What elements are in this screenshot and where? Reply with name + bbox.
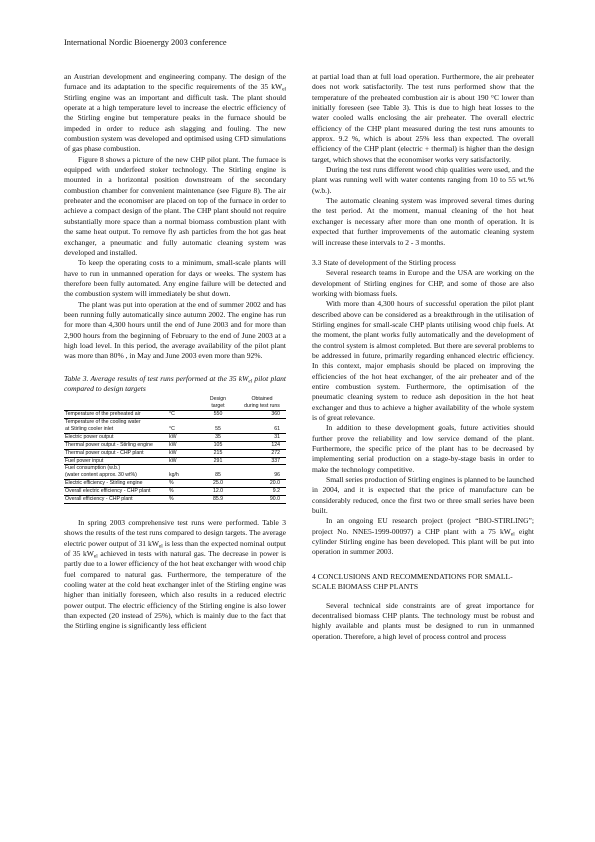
section-heading-4: 4 CONCLUSIONS AND RECOMMENDATIONS FOR SMALL-SCALE BIOMASS CHP PLANTS	[312, 571, 513, 592]
row-design-target: 105	[198, 441, 238, 449]
row-unit	[168, 465, 198, 472]
table-row	[64, 496, 286, 504]
row-label: Fuel consumption (w.b.)	[65, 465, 121, 472]
row-unit: °C	[168, 411, 198, 419]
row-obtained-value: 124	[238, 441, 286, 449]
row-unit: %	[168, 488, 198, 496]
row-unit: %	[168, 480, 198, 488]
row-obtained-value: 90.0	[238, 496, 286, 504]
left-column	[64, 72, 286, 632]
row-label: Thermal power output - Stirling engine	[64, 441, 168, 449]
row-obtained-value: 272	[238, 449, 286, 457]
row-obtained-value: 96	[238, 472, 286, 479]
right-paragraph-5: With more than 4,300 hours of successful operation the pilot plant described above can be considered as a breakthrough in the utilisation of Stirling engines for small-scale CHP plants utilising wood chip fuels. At the moment, the plant works fully automatically and the development of the control system is almost completed. But there are several problems to be addressed in future, primarily regarding enhanced electric efficiency. In this context, major emphasis should be placed on improving the efficiencies of the hot heat exchanger, of the air preheater and of the entire combustion system. Furthermore, the optimisation of the pneumatic cleaning system to reduce ash deposition in the hot heat exchanger and thus to achieve a higher availability of the whole system is of great relevance.	[312, 299, 534, 422]
row-label: (water content approx. 30 wt%)	[64, 472, 168, 479]
header-design: Design	[209, 396, 227, 403]
row-unit: %	[168, 496, 198, 504]
left-paragraph-3: To keep the operating costs to a minimum, small-scale plants will have to run in unmanned operation for days or weeks. The system has therefore been fully automated. Any engine failure will be detected and the combustion system will immediately be shut down.	[64, 258, 286, 299]
right-paragraph-6: In addition to these development goals, future activities should further prove the reliability and low service demand of the plant. Furthermore, the specific price of the plant has to be decreased by implementing serial production on a stage-by-stage basis in order to make the technology competitive.	[312, 423, 534, 474]
row-unit: °C	[168, 426, 198, 433]
row-obtained-value: 61	[238, 426, 286, 433]
row-label: Overall efficiency - CHP plant	[64, 496, 168, 504]
row-design-target	[198, 465, 238, 472]
row-obtained-value: 20.0	[238, 480, 286, 488]
right-paragraph-8: In an ongoing EU research project (project “BIO-STIRLING”; project No. NNE5-1999-00097) a CHP plant with a 75 $kW_{el}$ eight cylinder Stirling engine has been developed. This plant will be put into operation in summer 2003.	[312, 516, 534, 557]
right-paragraph-7: Small series production of Stirling engines is planned to be launched in 2004, and it is expected that the price of manufacture can be considerably reduced, once the first two or three small series have been built.	[312, 475, 534, 516]
left-paragraph-2: Figure 8 shows a picture of the new CHP pilot plant. The furnace is equipped with underfeed stoker technology. The Stirling engine is mounted in a horizontal position downstream of the secondary combustion chamber for convenient maintenance (see Figure 8). The air preheater and the economiser are placed on top of the furnace in order to achieve a compact design of the plant. The CHP plant should not require substantially more space than a normal biomass combustion plant with the same heat output. To remove fly ash particles from the hot gas heat exchanger, a pneumatic and fully automatic cleaning system was developed and installed.	[64, 154, 286, 257]
row-obtained-value: 9.2	[238, 488, 286, 496]
row-design-target: 550	[198, 411, 238, 419]
row-unit: kW	[168, 449, 198, 457]
row-obtained-value: 31	[238, 433, 286, 441]
row-design-target: 291	[198, 457, 238, 465]
row-design-target: 85	[198, 472, 238, 479]
running-header: International Nordic Bioenergy 2003 conference	[64, 38, 227, 47]
header-obtained-2: during test runs	[238, 403, 286, 410]
row-design-target: 215	[198, 449, 238, 457]
header-obtained: Obtained	[251, 396, 273, 403]
header-design-2: target	[198, 403, 238, 410]
table-row	[64, 488, 286, 496]
row-label: Temperature of the cooling water	[65, 419, 141, 426]
table-row	[64, 480, 286, 488]
row-label: Overall electric efficiency - CHP plant	[64, 488, 168, 496]
row-unit	[168, 419, 198, 426]
row-label: Fuel power input	[64, 457, 168, 465]
table-row	[64, 472, 286, 479]
right-column	[312, 72, 534, 642]
right-paragraph-3: The automatic cleaning system was improved several times during the test period. At the moment, manual cleaning of the hot heat exchanger is necessary after more than one month of operation. It is expected that further improvements of the automatic cleaning system will increase these intervals to 2 - 3 months.	[312, 196, 534, 247]
right-paragraph-9: Several technical side constraints are of great importance for decentralised biomass CHP plants. The technology must be robust and highly available and plants must be designed to run in unmanned operation. Therefore, a high level of process control and process	[312, 600, 534, 641]
row-obtained-value: 360	[238, 411, 286, 419]
row-design-target: 55	[198, 426, 238, 433]
table-row	[64, 433, 286, 441]
right-paragraph-1: at partial load than at full load operation. Furthermore, the air preheater does not work satisfactorily. The test runs performed show that the temperature of the preheated combustion air is about 190 °C lower than initially foreseen (see Table 3). This is due to high heat losses to the water cooled walls enclosing the air preheater. The overall electric efficiency of the CHP plant measured during the test runs amounts to approx. 9.2 %, which is about 25% less than expected. The overall efficiency of the CHP plant (electric + thermal) is higher than the design target, which shows that the economiser works very satisfactorily.	[312, 72, 534, 164]
table-row	[64, 449, 286, 457]
left-paragraph-4: The plant was put into operation at the end of summer 2002 and has been running fully automatically since autumn 2002. The engine has run for more than 4,300 hours until the end of June 2003 and for more than 2,900 hours from the beginning of February to the end of June 2003 at a high load level. In this period, the average availability of the pilot plant was more than 80% , in May and June 2003 even more than 92%.	[64, 299, 286, 361]
row-obtained-value	[238, 419, 286, 426]
table-row	[64, 419, 286, 426]
row-label: Thermal power output - CHP plant	[64, 449, 168, 457]
left-paragraph-5: In spring 2003 comprehensive test runs were performed. Table 3 shows the results of the test runs compared to design targets. The average electric power output of 31 $kW_{el}$ is less than the expected nominal output of 35 $kW_{el}$ achieved in tests with natural gas. The decrease in power is partly due to a lower efficiency of the hot heat exchanger with wood chip fuel compared to natural gas. Furthermore, the temperature of the cooling water at the cold heat exchanger inlet of the Stirling engine was higher than initially foreseen, which also results in a reduced electric power output. The electric efficiency of the Stirling engine is also lower than expected (20 instead of 25%), which is mainly due to the fact that the Stirling engine is significantly less efficient	[64, 518, 286, 631]
left-paragraph-1: an Austrian development and engineering company. The design of the furnace and its adaptation to the specific requirements of the 35 $kW_{el}$ Stirling engine was an important and difficult task. The plant should operate at a high temperature level to increase the electric efficiency of the Stirling engine but temperature peaks in the furnace should be impeded in order to reduce ash slagging and fouling. The new combustion system was developed and optimised using CFD simulations of gas phase combustion.	[64, 72, 286, 154]
row-design-target: 35	[198, 433, 238, 441]
table-row	[64, 457, 286, 465]
row-unit: kW	[168, 433, 198, 441]
row-design-target: 85.9	[198, 496, 238, 504]
row-label: Temperature of the preheated air	[64, 411, 168, 419]
table-row	[64, 411, 286, 419]
row-unit: kg/h	[168, 472, 198, 479]
row-unit: kW	[168, 457, 198, 465]
table-row	[64, 426, 286, 433]
section-heading-3-3: 3.3 State of development of the Stirling process	[312, 257, 456, 267]
row-label: at Stirling cooler inlet	[64, 426, 168, 433]
results-table	[64, 396, 286, 504]
right-paragraph-2: During the test runs different wood chip qualities were used, and the plant was running well with water contents ranging from 10 to 55 wt.% (w.b.).	[312, 165, 534, 195]
row-design-target: 25.0	[198, 480, 238, 488]
row-obtained-value: 337	[238, 457, 286, 465]
row-label: Electric power output	[64, 433, 168, 441]
row-unit: kW	[168, 441, 198, 449]
right-paragraph-4: Several research teams in Europe and the USA are working on the development of Stirling engines for CHP, and some of those are also working with biomass fuels.	[312, 268, 534, 298]
row-design-target	[198, 419, 238, 426]
table-row	[64, 465, 286, 472]
table-row	[64, 441, 286, 449]
row-design-target: 12.0	[198, 488, 238, 496]
table-caption: Table 3. Average results of test runs performed at the 35 $kW_{el}$ pilot plant compared to design targets	[64, 373, 286, 393]
row-label: Electric efficiency - Stirling engine	[64, 480, 168, 488]
row-obtained-value	[238, 465, 286, 472]
